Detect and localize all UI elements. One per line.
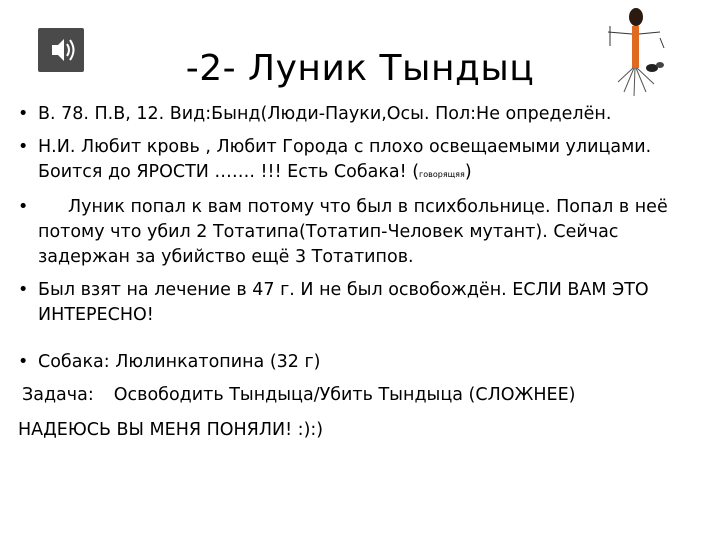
- task-line: [18, 383, 698, 408]
- bullet-item: [18, 102, 698, 127]
- bullet-item: [18, 278, 698, 328]
- task-text: Освободить Тындыца/Убить Тындыца (СЛОЖНЕЕ): [113, 385, 576, 405]
- bullet-item: [18, 135, 698, 187]
- closing-line: НАДЕЮСЬ ВЫ МЕНЯ ПОНЯЛИ! :):): [18, 420, 324, 440]
- bullet-text: Был взят на лечение в 47 г. И не был освобождён. ЕСЛИ ВАМ ЭТО ИНТЕРЕСНО!: [38, 280, 649, 325]
- slide-body: [18, 102, 698, 453]
- bullet-text: Луник попал к вам потому что был в психбольнице. Попал в неё потому что убил 2 Тотатипа(Тотатип-Человек мутант). Сейчас задержан за убийство ещё 3 Тотатипов.: [38, 197, 668, 267]
- bullet-icon: •: [18, 104, 29, 124]
- task-label: Задача:: [22, 385, 94, 405]
- bullet-text-tail: ): [464, 162, 472, 182]
- bullet-icon: •: [18, 352, 29, 372]
- small-note: говорящяя: [419, 170, 465, 179]
- bullet-icon: •: [18, 137, 29, 157]
- bullet-item: [18, 195, 698, 270]
- bullet-text: Собака: Люлинкатопина (32 г): [38, 352, 321, 372]
- bullet-text: В. 78. П.В, 12. Вид:Бынд(Люди-Пауки,Осы. Пол:Не определён.: [38, 104, 612, 124]
- bullet-item: [18, 350, 698, 375]
- slide-title: -2- Луник Тындыц: [185, 48, 535, 89]
- bullet-icon: •: [18, 280, 29, 300]
- bullet-icon: •: [18, 197, 29, 217]
- bullet-text: Н.И. Любит кровь , Любит Города с плохо освещаемыми улицами. Боится до ЯРОСТИ ……. !!! Есть Собака! (: [38, 137, 652, 182]
